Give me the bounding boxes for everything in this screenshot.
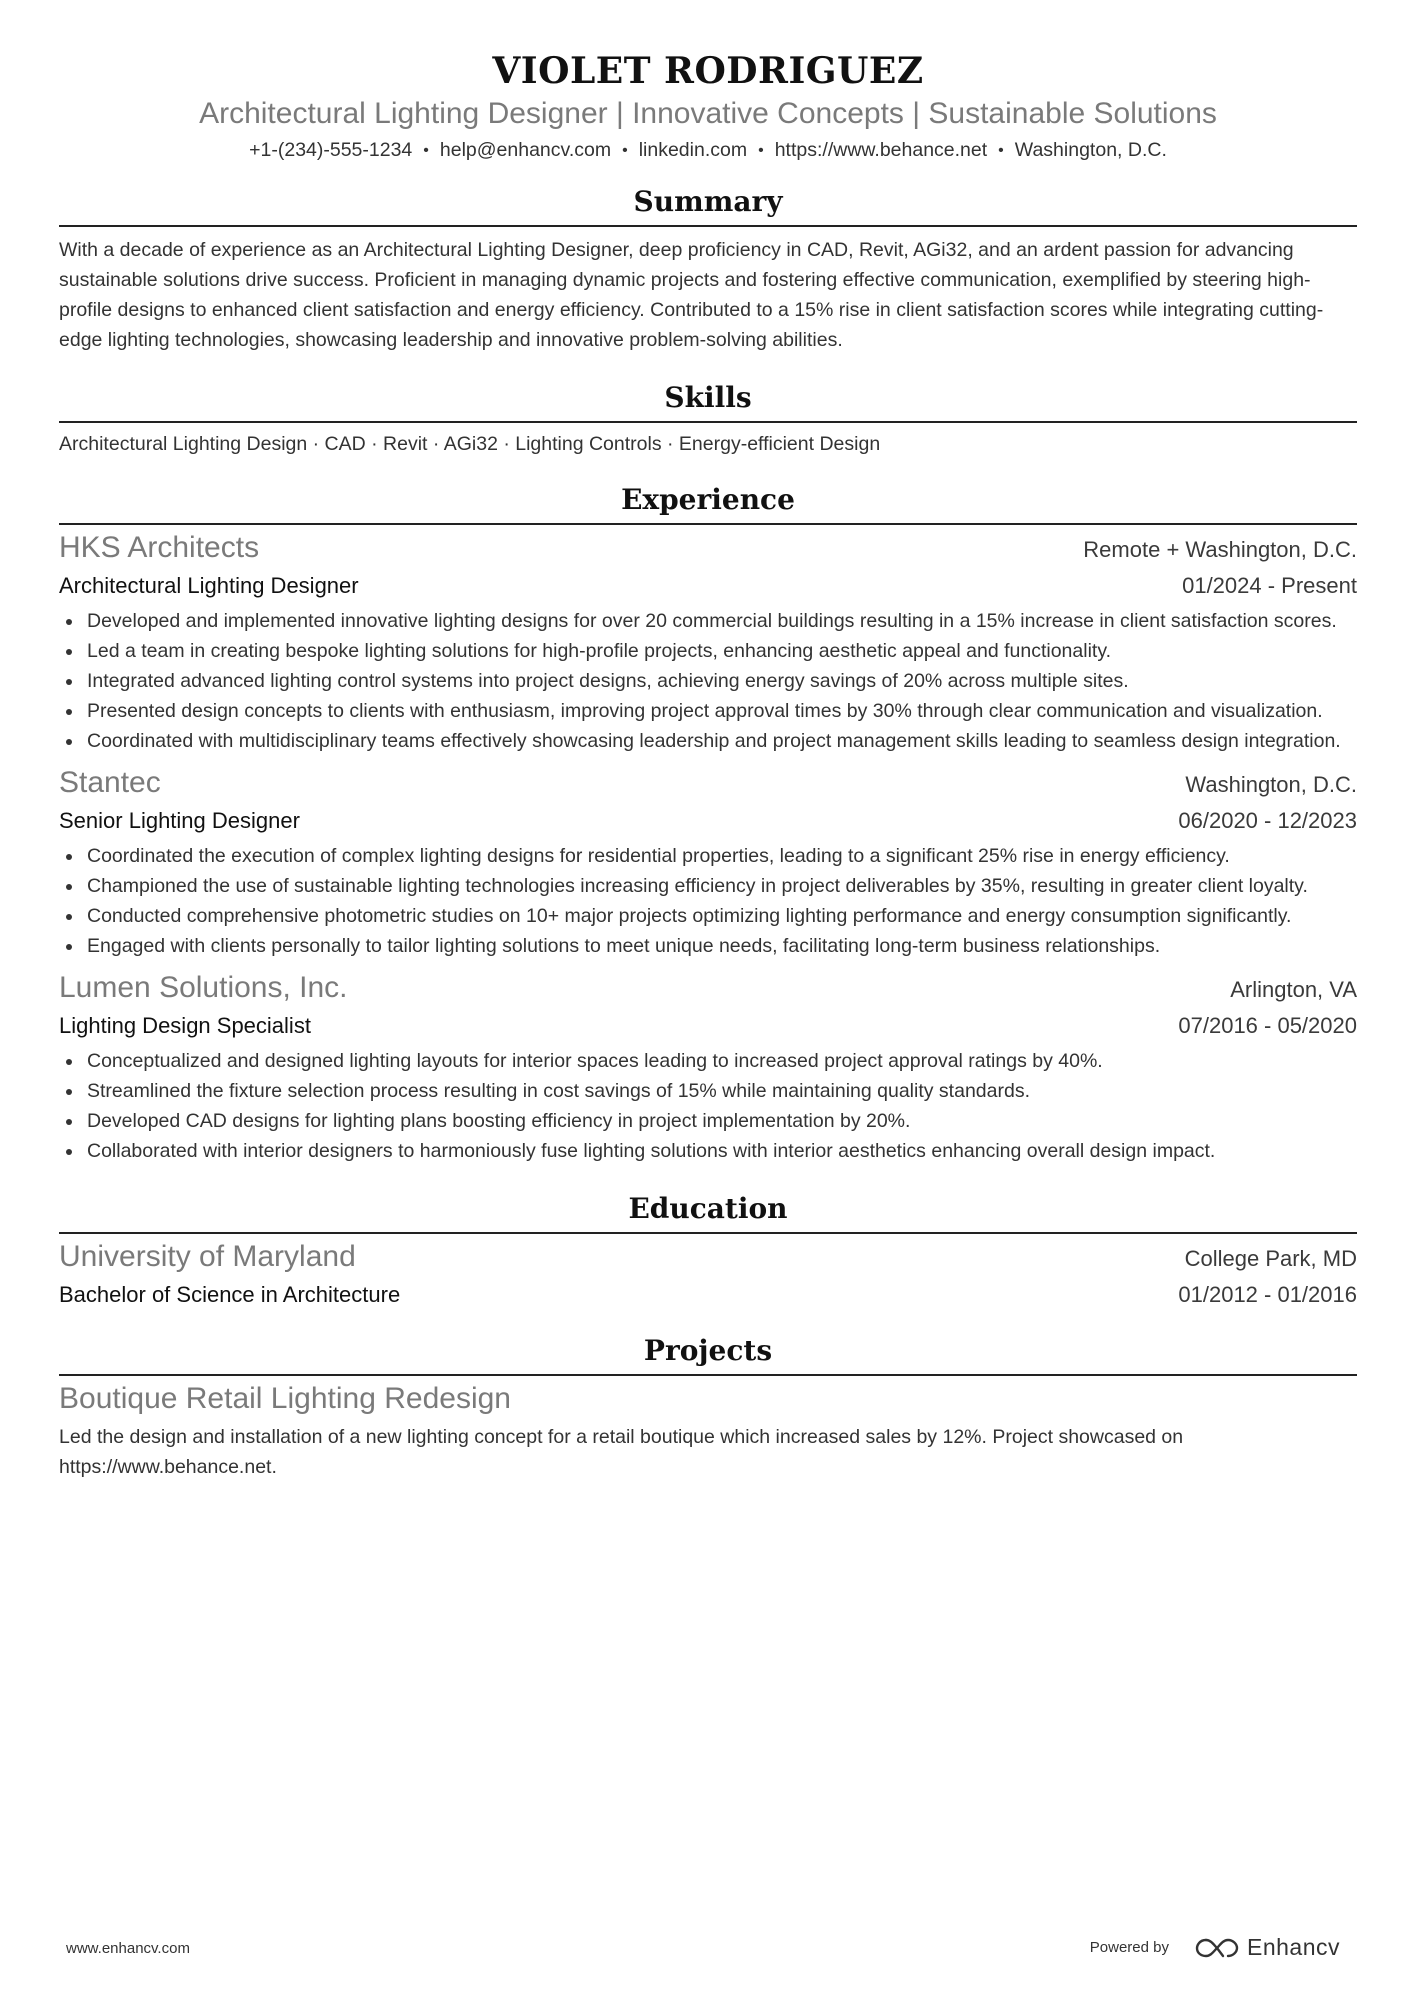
company-name: Lumen Solutions, Inc. [59, 971, 348, 1004]
candidate-tagline: Architectural Lighting Designer | Innovative Concepts | Sustainable Solutions [199, 97, 1217, 130]
skills-text: Architectural Lighting Design · CAD · Revit · AGi32 · Lighting Controls · Energy-efficient Design [59, 433, 881, 455]
degree-name: Bachelor of Science in Architecture [59, 1282, 401, 1307]
job-dates: 07/2016 - 05/2020 [1178, 1013, 1357, 1038]
resume-header [59, 0, 1357, 166]
education-degree-row [59, 1278, 1357, 1312]
skills-heading: Skills [59, 379, 1357, 423]
projects-heading: Projects [59, 1332, 1357, 1376]
summary-section [59, 183, 1357, 355]
job-title: Senior Lighting Designer [59, 808, 300, 833]
projects-section [59, 1332, 1357, 1482]
job-header-row [59, 529, 1357, 569]
job-bullets [59, 1046, 1357, 1166]
bullet-item: Presented design concepts to clients with enthusiasm, improving project approval times by 30% through clear communication and visualization. [87, 696, 1357, 726]
job-role-row [59, 569, 1357, 603]
candidate-name: VIOLET RODRIGUEZ [492, 50, 924, 92]
bullet-item: Conceptualized and designed lighting layouts for interior spaces leading to increased project approval ratings by 40%. [87, 1046, 1357, 1076]
bullet-item: Conducted comprehensive photometric studies on 10+ major projects optimizing lighting performance and energy consumption significantly. [87, 901, 1357, 931]
education-header-row [59, 1238, 1357, 1278]
project-name: Boutique Retail Lighting Redesign [59, 1382, 511, 1415]
footer-website[interactable]: www.enhancv.com [66, 1940, 190, 1957]
bullet-item: Coordinated the execution of complex lighting designs for residential properties, leading to a significant 25% rise in energy efficiency. [87, 841, 1357, 871]
job-bullets [59, 841, 1357, 961]
bullet-item: Collaborated with interior designers to harmoniously fuse lighting solutions with interior aesthetics enhancing overall design impact. [87, 1136, 1357, 1166]
resume-page [59, 0, 1357, 1482]
job-header-row [59, 764, 1357, 804]
contact-phone[interactable]: +1-(234)-555-1234 [249, 139, 413, 161]
contact-behance[interactable]: https://www.behance.net [774, 139, 988, 161]
summary-text: With a decade of experience as an Architectural Lighting Designer, deep proficiency in CAD, Revit, AGi32, and an ardent passion for advancing sustainable solutions drive success. Proficient in managing dynamic projects and fostering effective communication, exemplified by steering high-profile designs to enhanced client satisfaction and energy efficiency. Contributed to a 15% rise in client satisfaction scores while integrating cutting-edge lighting technologies, showcasing leadership and innovative problem-solving abilities. [59, 239, 1324, 351]
powered-by-label: Powered by [1089, 1939, 1169, 1956]
separator-dot: • [622, 142, 628, 159]
bullet-item: Integrated advanced lighting control systems into project designs, achieving energy savings of 20% across multiple sites. [87, 666, 1357, 696]
contact-linkedin[interactable]: linkedin.com [638, 139, 748, 161]
experience-section [59, 481, 1357, 1166]
job-role-row [59, 1009, 1357, 1043]
job-location: Arlington, VA [1230, 977, 1357, 1002]
project-description: Led the design and installation of a new lighting concept for a retail boutique which increased sales by 12%. Project showcased on https://www.behance.net. [59, 1426, 1184, 1478]
separator-dot: • [758, 142, 764, 159]
summary-heading: Summary [59, 183, 1357, 227]
separator-dot: • [998, 142, 1004, 159]
job-role-row [59, 804, 1357, 838]
bullet-item: Developed CAD designs for lighting plans boosting efficiency in project implementation by 20%. [87, 1106, 1357, 1136]
bullet-item: Developed and implemented innovative lighting designs for over 20 commercial buildings resulting in a 15% increase in client satisfaction scores. [87, 606, 1357, 636]
job-title: Architectural Lighting Designer [59, 573, 359, 598]
job-entry [59, 969, 1357, 1166]
job-bullets [59, 606, 1357, 756]
bullet-item: Led a team in creating bespoke lighting solutions for high-profile projects, enhancing aesthetic appeal and functionality. [87, 636, 1357, 666]
job-entry [59, 529, 1357, 756]
skills-section [59, 379, 1357, 459]
contact-email[interactable]: help@enhancv.com [439, 139, 612, 161]
job-location: Washington, D.C. [1185, 772, 1357, 797]
footer-branding [1090, 1934, 1340, 1961]
education-section [59, 1190, 1357, 1312]
bullet-item: Engaged with clients personally to tailor lighting solutions to meet unique needs, facilitating long-term business relationships. [87, 931, 1357, 961]
job-dates: 06/2020 - 12/2023 [1178, 808, 1357, 833]
education-heading: Education [59, 1190, 1357, 1234]
enhancv-logo-icon [1195, 1936, 1239, 1960]
job-dates: 01/2024 - Present [1182, 573, 1357, 598]
contact-line [59, 135, 1357, 166]
enhancv-brand-name[interactable]: Enhancv [1246, 1934, 1340, 1960]
school-location: College Park, MD [1184, 1246, 1357, 1271]
company-name: HKS Architects [59, 531, 260, 564]
school-name: University of Maryland [59, 1240, 356, 1273]
job-title: Lighting Design Specialist [59, 1013, 311, 1038]
page-footer [0, 1930, 1410, 1970]
education-dates: 01/2012 - 01/2016 [1178, 1282, 1357, 1307]
separator-dot: • [423, 142, 429, 159]
company-name: Stantec [59, 766, 161, 799]
bullet-item: Coordinated with multidisciplinary teams effectively showcasing leadership and project management skills leading to seamless design integration. [87, 726, 1357, 756]
experience-heading: Experience [59, 481, 1357, 525]
job-entry [59, 764, 1357, 961]
bullet-item: Streamlined the fixture selection process resulting in cost savings of 15% while maintaining quality standards. [87, 1076, 1357, 1106]
job-header-row [59, 969, 1357, 1009]
contact-location: Washington, D.C. [1014, 139, 1167, 161]
job-location: Remote + Washington, D.C. [1083, 537, 1357, 562]
bullet-item: Championed the use of sustainable lighting technologies increasing efficiency in project deliverables by 35%, resulting in greater client loyalty. [87, 871, 1357, 901]
